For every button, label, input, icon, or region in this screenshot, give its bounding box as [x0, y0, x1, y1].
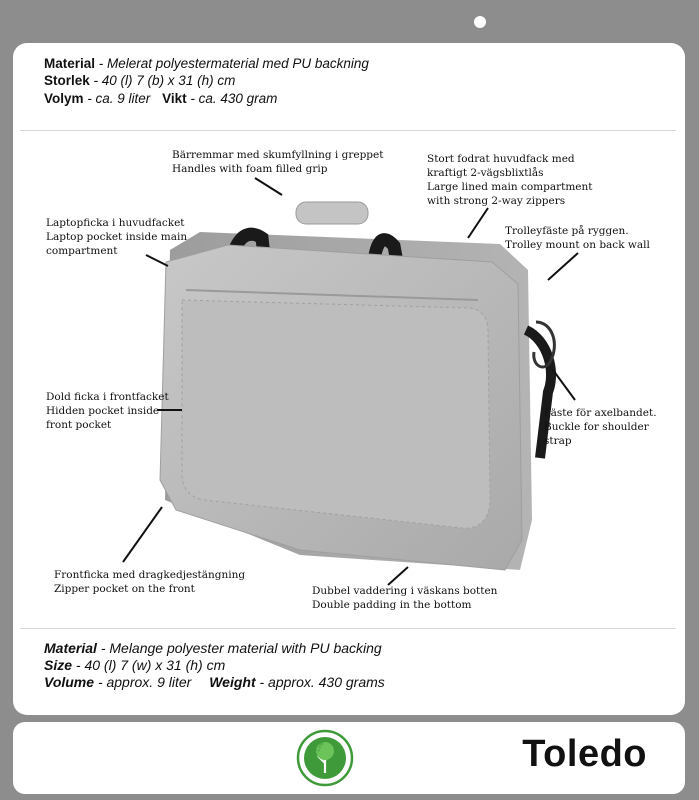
spec-en-material: [44, 640, 382, 656]
leader-line: [548, 253, 578, 280]
logo-text: Green Line: [306, 740, 327, 769]
callout-line: strap: [544, 435, 572, 447]
callout-hidden-pocket: [46, 390, 169, 432]
spec-en-volume-weight: [44, 674, 385, 690]
spec-en-size: [44, 657, 225, 673]
callout-line: Dubbel vaddering i väskans botten: [312, 585, 498, 597]
leader-line: [388, 567, 408, 585]
callout-line: Hidden pocket inside: [46, 405, 160, 417]
callout-shoulder-buckle: [544, 406, 657, 448]
spec-value: - 40 (l) 7 (b) x 31 (h) cm: [93, 73, 236, 88]
spec-value: - 40 (l) 7 (w) x 31 (h) cm: [75, 657, 226, 673]
callout-line: Buckle for shoulder: [544, 421, 649, 433]
green-line-logo: [296, 729, 354, 787]
spec-label: Size: [44, 657, 73, 673]
divider: [20, 628, 676, 629]
callout-line: Trolleyfäste på ryggen.: [505, 225, 629, 237]
spec-label: Material: [44, 640, 97, 656]
callout-front-zipper: [54, 568, 245, 596]
spec-value: - approx. 9 liter: [97, 674, 192, 690]
callout-line: Stort fodrat huvudfack med: [427, 153, 575, 165]
callout-handles: [172, 148, 383, 176]
callout-line: compartment: [46, 245, 118, 257]
spec-value: - ca. 430 gram: [190, 91, 278, 106]
spec-label: Storlek: [44, 73, 90, 88]
callout-line: Frontficka med dragkedjestängning: [54, 569, 246, 581]
callout-line: front pocket: [46, 419, 112, 431]
callout-line: Double padding in the bottom: [312, 599, 472, 611]
leader-line: [123, 507, 162, 562]
spec-value: - Melerat polyestermaterial med PU backning: [98, 56, 369, 71]
callout-trolley-mount: [505, 224, 650, 252]
spec-value: - approx. 430 grams: [259, 674, 385, 690]
callout-line: Dold ficka i frontfacket: [46, 391, 169, 403]
callout-line: with strong 2-way zippers: [427, 195, 566, 207]
callout-line: Laptopficka i huvudfacket: [46, 217, 185, 229]
callout-line: Zipper pocket on the front: [54, 583, 195, 595]
grip-pad: [296, 202, 368, 224]
callout-double-padding: [312, 584, 497, 612]
leader-line: [553, 370, 575, 400]
product-name: Toledo: [522, 733, 647, 775]
spec-value: - ca. 9 liter: [87, 91, 151, 106]
spec-label: Material: [44, 56, 96, 71]
callout-line: Large lined main compartment: [427, 181, 593, 193]
spec-label: Vikt: [162, 91, 187, 106]
callout-line: Trolley mount on back wall: [505, 239, 650, 251]
callout-line: Laptop pocket inside main: [46, 231, 188, 243]
callout-line: Handles with foam filled grip: [172, 163, 328, 175]
callout-laptop-pocket: [46, 216, 187, 258]
front-pocket: [182, 300, 490, 528]
spec-label: Volume: [44, 674, 95, 690]
callout-line: Bärremmar med skumfyllning i greppet: [172, 149, 384, 161]
callout-line: kraftigt 2-vägsblixtlås: [427, 167, 544, 179]
leader-line: [468, 208, 488, 238]
spec-value: - Melange polyester material with PU backing: [100, 640, 382, 656]
callout-main-compartment: [427, 152, 592, 208]
spec-label: Weight: [209, 674, 256, 690]
leader-line: [255, 178, 282, 195]
callout-line: Fäste för axelbandet.: [544, 407, 657, 419]
spec-label: Volym: [44, 91, 84, 106]
